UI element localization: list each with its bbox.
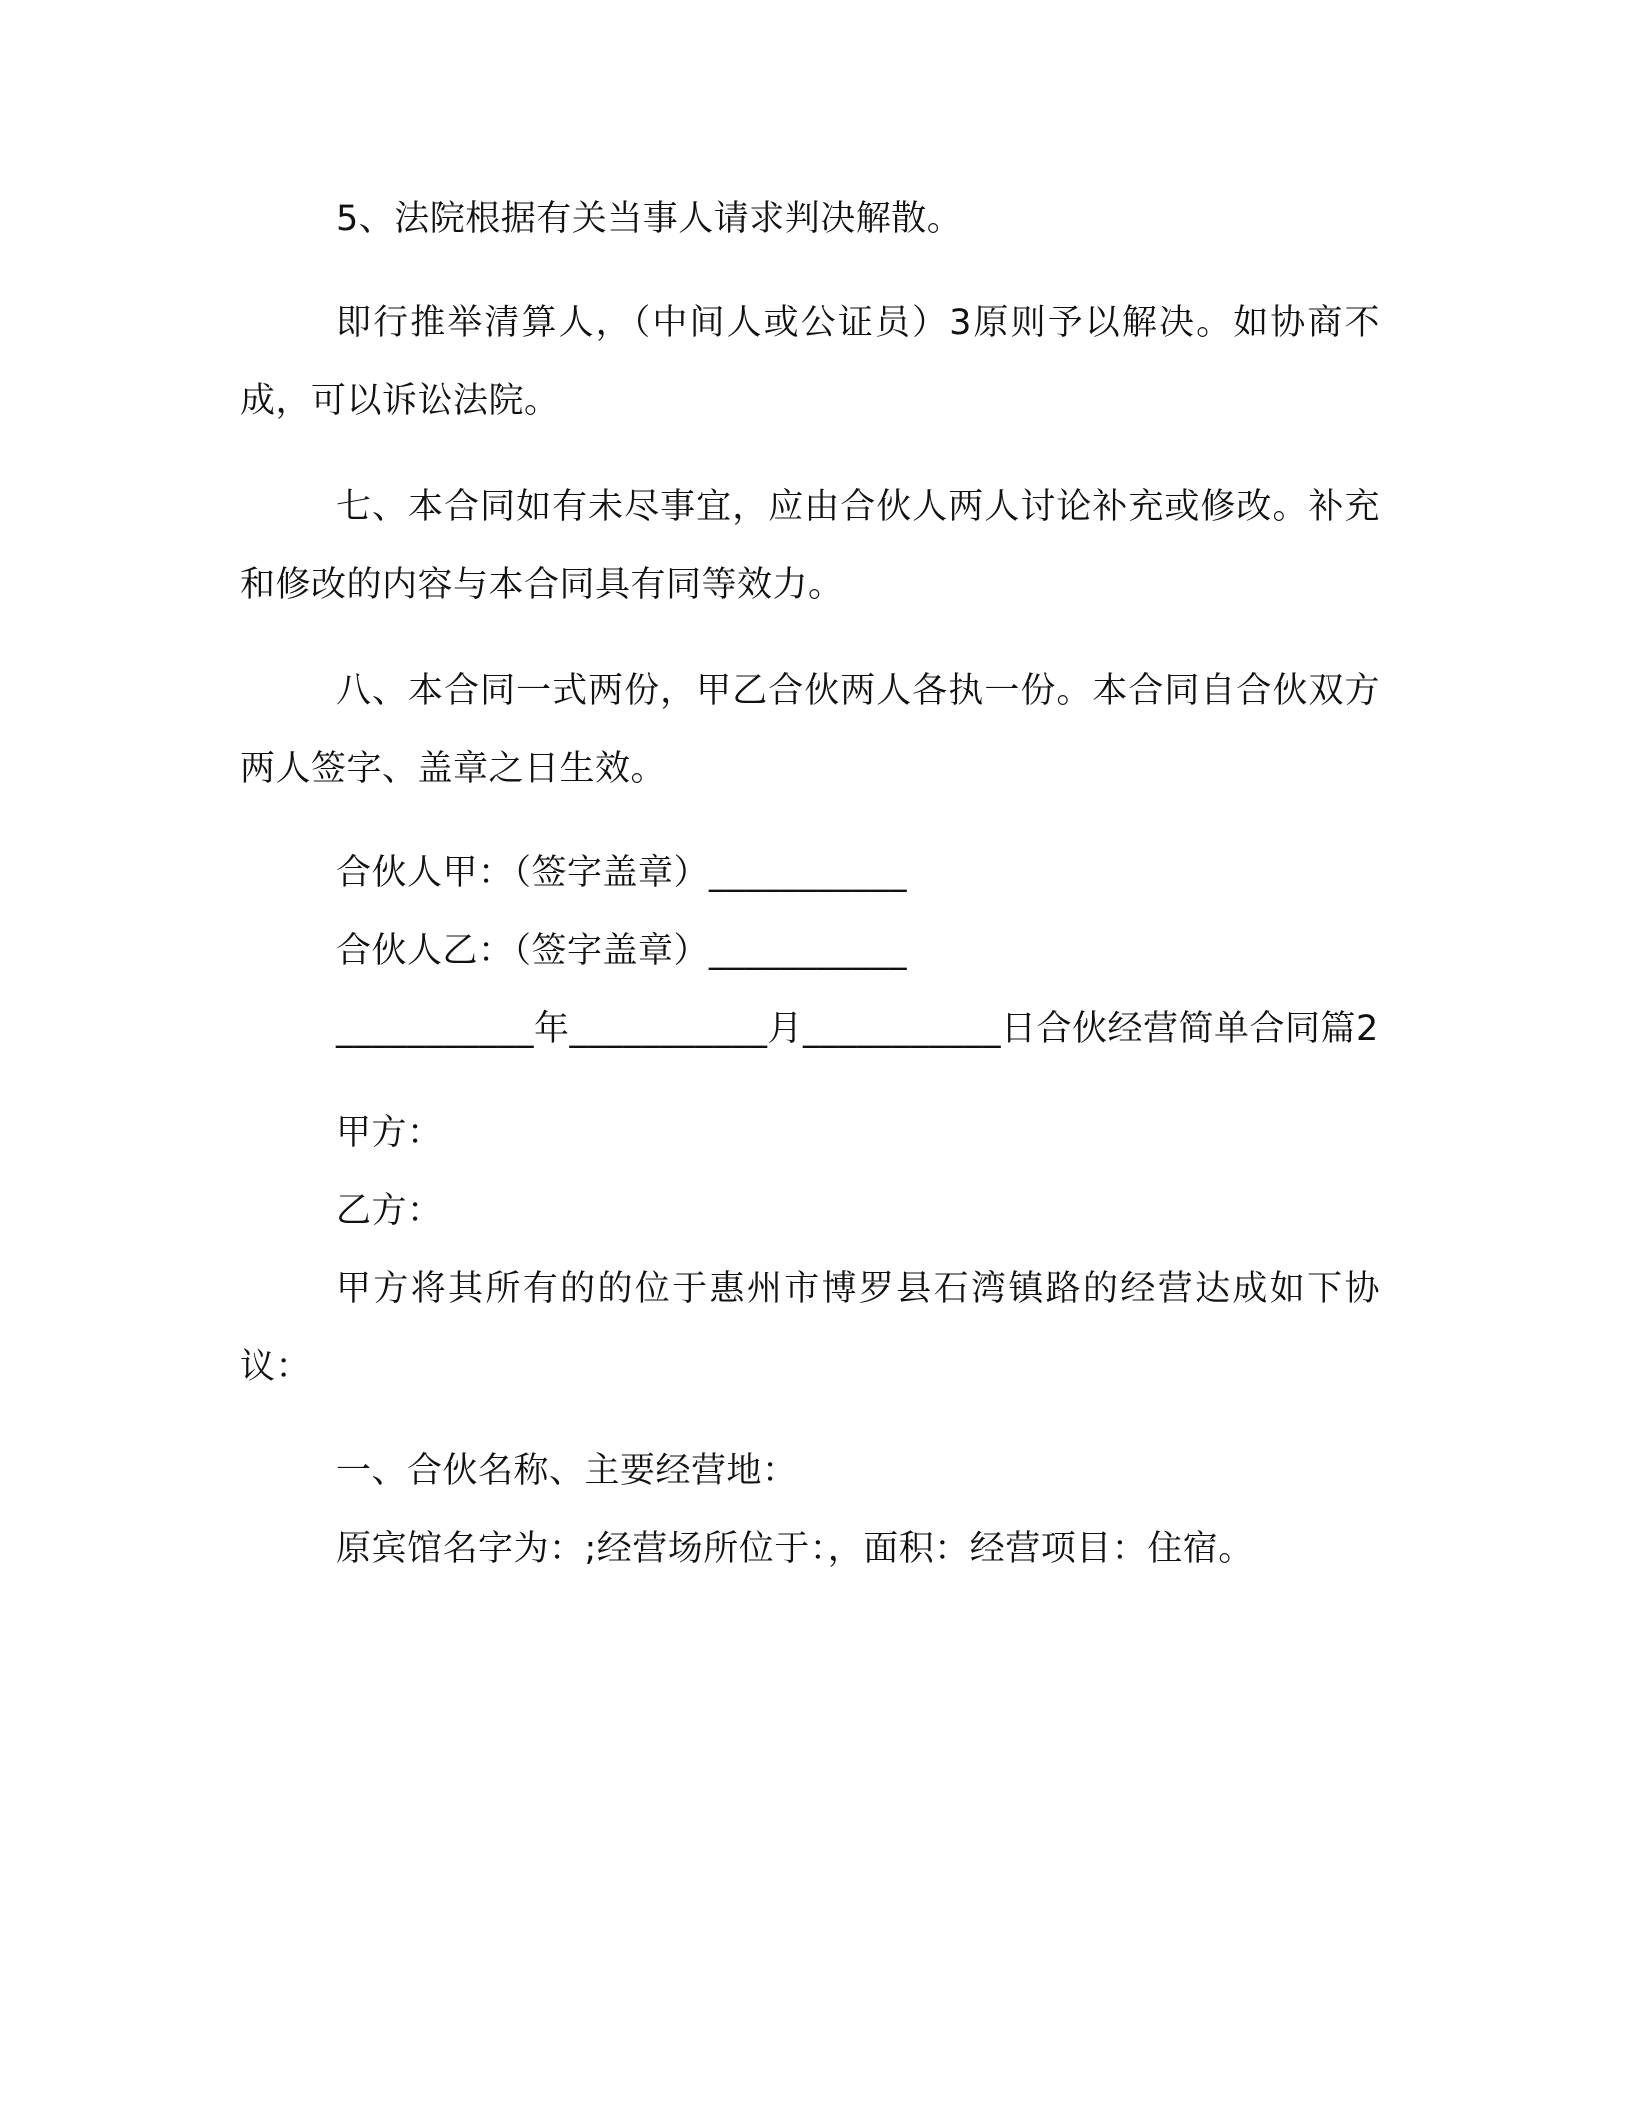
party-a-label: 甲方：: [336, 1113, 443, 1153]
paragraph-hotel-info: 原宾馆名字为：;经营场所位于：，面积：经营项目：住宿。: [336, 1529, 1254, 1569]
paragraph-agreement-intro: 甲方将其所有的的位于惠州市博罗县石湾镇路的经营达成如下协议：: [240, 1269, 1380, 1387]
document-body: [240, 180, 1380, 1588]
date-line-and-title: ___________年___________月___________日合伙经营简单合同篇2: [336, 1009, 1379, 1049]
paragraph-liquidation: 即行推举清算人，（中间人或公证员）3原则予以解决。如协商不成，可以诉讼法院。: [240, 303, 1380, 421]
paragraph-clause-8: 八、本合同一式两份，甲乙合伙两人各执一份。本合同自合伙双方两人签字、盖章之日生效。: [240, 671, 1380, 789]
party-b-label: 乙方：: [336, 1191, 443, 1231]
paragraph-dissolution-clause-5: 5、法院根据有关当事人请求判决解散。: [336, 199, 963, 239]
paragraph-clause-7: 七、本合同如有未尽事宜，应由合伙人两人讨论补充或修改。补充和修改的内容与本合同具有同等效力。: [240, 487, 1380, 605]
signature-partner-a: 合伙人甲：（签字盖章）___________: [336, 853, 908, 893]
section-heading-1: 一、合伙名称、主要经营地：: [336, 1451, 798, 1491]
signature-partner-b: 合伙人乙：（签字盖章）___________: [336, 931, 908, 971]
